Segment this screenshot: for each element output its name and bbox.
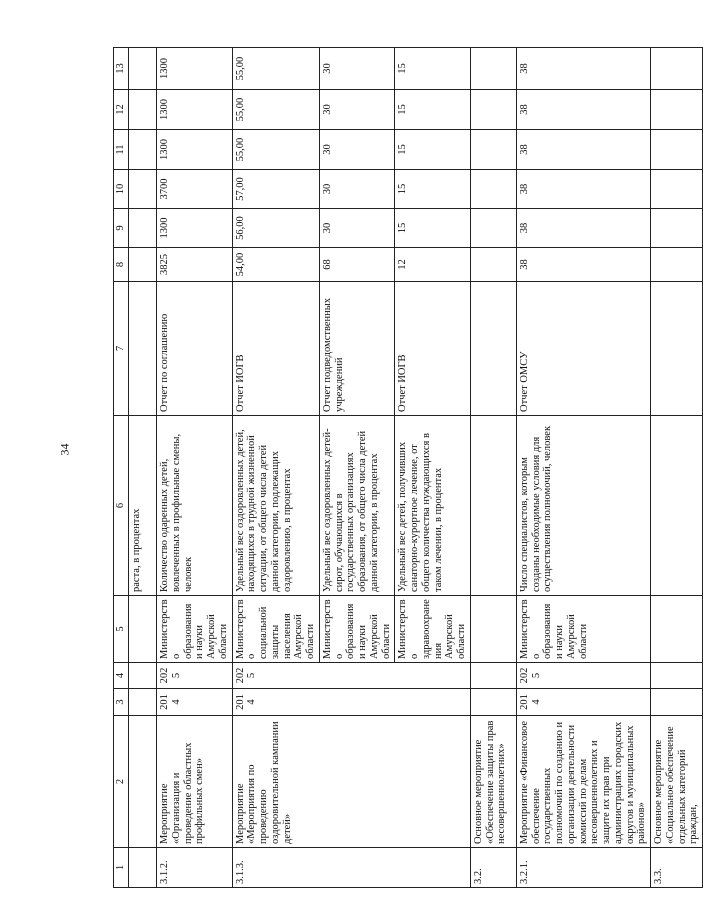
data-source: Отчет ОМСУ [516,282,650,416]
start-year: 2014 [516,689,650,716]
col-header-8: 8 [114,248,129,282]
value-col-12: 30 [319,90,395,130]
col-header-11: 11 [114,130,129,170]
value-col-13: 55,00 [232,48,319,90]
value-col-8: 12 [395,248,471,282]
data-source: Отчет ИОГВ [395,282,471,416]
value-col-11: 30 [319,130,395,170]
indicator-cell: Удельный вес оздоровленных детей, находящихся в трудной жизненной ситуации, от общего числа детей данной категории, подлежащих оздоровлению, в процентах [232,416,319,596]
rotated-table-wrapper [113,48,700,888]
column-number-header-row [114,48,129,888]
value-col-11: 1300 [157,130,233,170]
col-header-2: 2 [114,716,129,848]
table-row [157,48,233,888]
value-col-9: 1300 [157,209,233,248]
row-number: 3.1.2. [157,848,233,888]
data-source: Отчет по соглашению [157,282,233,416]
activity-name: Основное мероприятие «Обеспечение защиты прав несовершеннолетних» [470,716,516,848]
executor: Министерство образования и науки Амурской области [516,596,650,663]
value-col-13: 38 [516,48,650,90]
indicator-cell: Удельный вес детей, получивших санаторно-курортное лечение, от общего количества нуждающихся в таком лечении, в процентах [395,416,471,596]
value-col-10: 38 [516,170,650,209]
value-col-8: 38 [516,248,650,282]
executor: Министерство образования и науки Амурской области [157,596,233,663]
table-row [470,48,516,888]
value-col-12: 38 [516,90,650,130]
table-row [651,48,703,888]
col-header-4: 4 [114,663,129,689]
col-header-7: 7 [114,282,129,416]
col-header-13: 13 [114,48,129,90]
indicator-cell: Количество одаренных детей, вовлеченных в профильные смены, человек [157,416,233,596]
value-col-11: 55,00 [232,130,319,170]
col-header-5: 5 [114,596,129,663]
col-header-9: 9 [114,209,129,248]
table-row [232,48,319,888]
value-col-13: 15 [395,48,471,90]
indicator-cell: раста, в процентах [129,416,157,596]
row-number: 3.1.3. [232,848,470,888]
value-col-10: 57,00 [232,170,319,209]
value-col-8: 68 [319,248,395,282]
executor: Министерство образования и науки Амурской области [319,596,395,663]
value-col-11: 15 [395,130,471,170]
value-col-13: 30 [319,48,395,90]
value-col-8: 3825 [157,248,233,282]
end-year: 2025 [232,663,470,689]
col-header-1: 1 [114,848,129,888]
value-col-13: 1300 [157,48,233,90]
end-year: 2025 [157,663,233,689]
value-col-10: 30 [319,170,395,209]
value-col-9: 38 [516,209,650,248]
col-header-3: 3 [114,689,129,716]
program-activities-table [113,47,703,888]
col-header-6: 6 [114,416,129,596]
data-source: Отчет подведомственных учреждений [319,282,395,416]
continuation-row [129,48,157,888]
row-number: 3.2. [470,848,516,888]
value-col-12: 15 [395,90,471,130]
executor: Министерство социальной защиты населения Амурской области [232,596,319,663]
row-number: 3.3. [651,848,703,888]
value-col-10: 3700 [157,170,233,209]
value-col-11: 38 [516,130,650,170]
value-col-9: 56,00 [232,209,319,248]
value-col-9: 15 [395,209,471,248]
indicator-cell: Удельный вес оздоровленных детей-сирот, обучающихся в государственных организациях образования, от общего числа детей данной категории, в процентах [319,416,395,596]
executor: Министерство здравоохранения Амурской области [395,596,471,663]
activity-name: Основное мероприятие «Социальное обеспечение отдельных категорий граждан, [651,716,703,848]
page-number: 34 [57,443,72,456]
value-col-12: 55,00 [232,90,319,130]
col-header-10: 10 [114,170,129,209]
data-source: Отчет ИОГВ [232,282,319,416]
start-year: 2014 [157,689,233,716]
activity-name: Мероприятие «Мероприятия по проведению оздоровительной кампании детей» [232,716,470,848]
row-number: 3.2.1. [516,848,650,888]
value-col-8: 54,00 [232,248,319,282]
indicator-cell: Число специалистов, которым созданы необходимые условия для осуществления полномочий, человек [516,416,650,596]
activity-name: Мероприятие «Финансовое обеспечение государственных полномочий по созданию и организации деятельности комиссий по делам несовершеннолетних и защите их прав при администрациях городских округов и муниципальных районов» [516,716,650,848]
col-header-12: 12 [114,90,129,130]
end-year: 2025 [516,663,650,689]
start-year: 2014 [232,689,470,716]
table-row [516,48,650,888]
activity-name: Мероприятие «Организация и проведение областных профильных смен» [157,716,233,848]
value-col-10: 15 [395,170,471,209]
value-col-9: 30 [319,209,395,248]
value-col-12: 1300 [157,90,233,130]
